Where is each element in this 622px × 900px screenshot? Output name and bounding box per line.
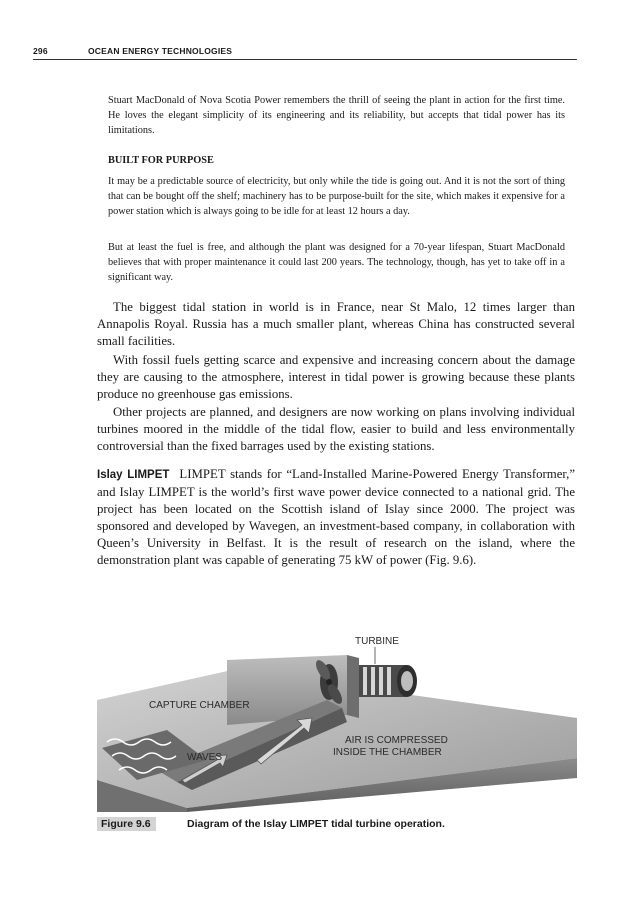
quote-paragraph: It may be a predictable source of electricity, but only while the tide is going out. And it is not the sort of thing that can be bought off the shelf; machinery has to be purpose-built for the site, which makes it expensive for a power station which is always going to be idle for at least 12 hours a day. bbox=[108, 176, 565, 218]
label-capture-chamber: CAPTURE CHAMBER bbox=[149, 700, 250, 711]
turbine-housing bbox=[359, 665, 417, 697]
quote-paragraph: Stuart MacDonald of Nova Scotia Power remembers the thrill of seeing the plant in action for the first time. He loves the elegant simplicity of its engineering and its reliability, but accepts that tidal power has its limitations. bbox=[108, 95, 565, 137]
page-header bbox=[33, 44, 577, 60]
quote-paragraph: But at least the fuel is free, and although the plant was designed for a 70-year lifespan, Stuart MacDonald believes that with proper maintenance it could last 200 years. The technology, though, has yet to take off in a significant way. bbox=[108, 242, 565, 284]
figure-caption bbox=[97, 817, 577, 833]
body-paragraph-text: LIMPET stands for “Land-Installed Marine-Powered Energy Transformer,” and Islay LIMPET is the world’s first wave power device connected to a national grid. The project has been located on the Scottish island of Islay since 2000. The project was sponsored and developed by Wavegen, an investment-based company, in collaboration with Queen’s University in Belfast. It is the result of research on the island, where the demonstration plant was capable of generating 75 kW of power (Fig. 9.6). bbox=[97, 467, 575, 568]
limpet-illustration bbox=[97, 630, 577, 812]
section-run-in-heading: Islay LIMPET bbox=[97, 469, 170, 481]
body-paragraph: With fossil fuels getting scarce and expensive and increasing concern about the damage they are causing to the atmosphere, interest in tidal power is growing because these plants produce no greenhouse gas emissions. bbox=[97, 353, 575, 402]
label-inside-chamber: INSIDE THE CHAMBER bbox=[333, 747, 442, 758]
page-number: 296 bbox=[33, 46, 48, 56]
label-air-compressed: AIR IS COMPRESSED bbox=[345, 735, 448, 746]
running-title: OCEAN ENERGY TECHNOLOGIES bbox=[88, 46, 233, 56]
figure-number: Figure 9.6 bbox=[97, 817, 156, 831]
quote-heading: BUILT FOR PURPOSE bbox=[108, 155, 214, 166]
figure-caption-text: Diagram of the Islay LIMPET tidal turbine operation. bbox=[187, 818, 445, 830]
body-paragraph-islay bbox=[97, 466, 575, 570]
label-waves: WAVES bbox=[187, 752, 223, 763]
label-turbine: TURBINE bbox=[355, 636, 399, 647]
chamber-side-wall bbox=[347, 655, 359, 718]
body-paragraph: Other projects are planned, and designers are now working on plans involving individual turbines moored in the middle of the tidal flow, easier to build and less environmentally controversial than the fixed barrages used by the existing stations. bbox=[97, 405, 575, 454]
limpet-diagram bbox=[97, 630, 577, 812]
body-paragraph: The biggest tidal station in world is in France, near St Malo, 12 times larger than Annapolis Royal. Russia has a much smaller plant, whereas China has constructed several small facilities. bbox=[97, 300, 575, 349]
